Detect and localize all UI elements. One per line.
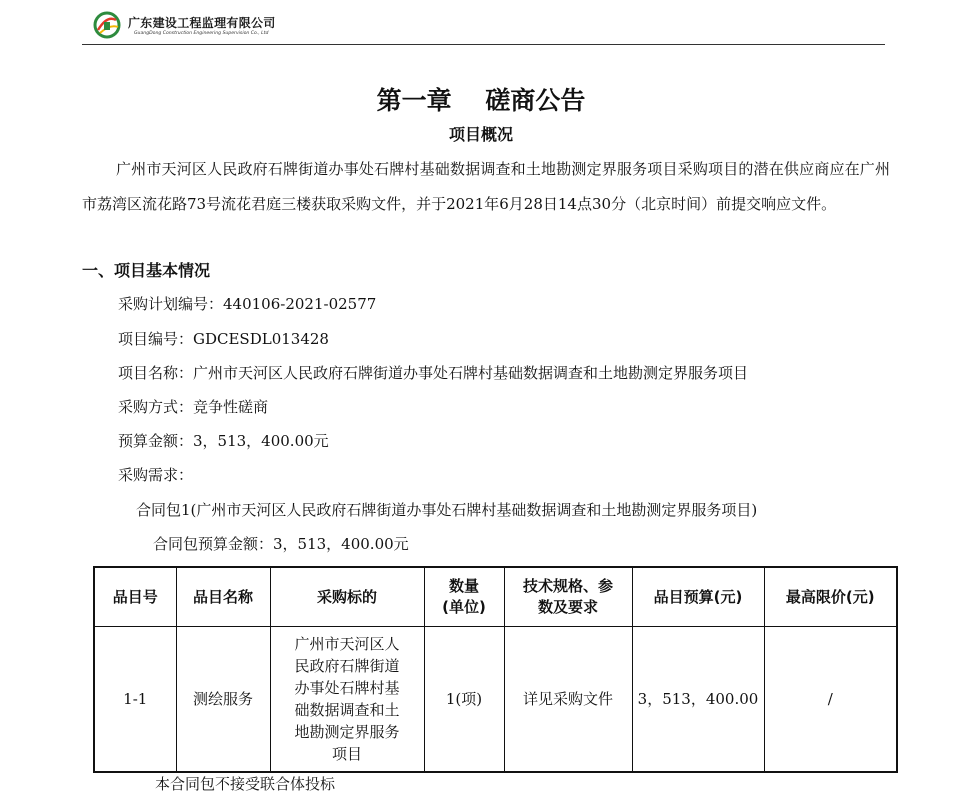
col-spec — [504, 567, 632, 627]
cell-item-no: 1-1 — [94, 627, 176, 773]
procurement-demand: 采购需求： — [118, 466, 194, 484]
subject-line: 办事处石牌村基 — [294, 679, 400, 697]
col-item-no: 品目号 — [94, 567, 176, 627]
contract-package: 合同包1(广州市天河区人民政府石牌街道办事处石牌村基础数据调查和土地勘测定界服务项目) — [136, 501, 758, 519]
cell-spec: 详见采购文件 — [504, 627, 632, 773]
col-spec-line1: 技术规格、参 — [522, 577, 613, 595]
col-quantity-line1: 数量 — [448, 577, 479, 595]
subject-line: 项目 — [331, 745, 362, 763]
cut-off-line: 本合同包不接受联合体投标 — [155, 775, 336, 793]
col-quantity — [424, 567, 504, 627]
subject-line: 地勘测定界服务 — [294, 723, 400, 741]
subject-line: 础数据调查和土 — [294, 701, 400, 719]
subject-line: 民政府石牌街道 — [294, 657, 400, 675]
col-spec-line2: 数及要求 — [537, 598, 598, 616]
col-subject: 采购标的 — [270, 567, 424, 627]
budget-amount: 预算金额：3，513，400.00元 — [118, 432, 329, 450]
cell-item-name: 测绘服务 — [176, 627, 270, 773]
cell-budget: 3，513，400.00 — [632, 627, 764, 773]
chapter-title: 第一章 磋商公告 — [376, 86, 586, 115]
col-item-name: 品目名称 — [176, 567, 270, 627]
cell-quantity: 1(项) — [424, 627, 504, 773]
col-budget: 品目预算(元) — [632, 567, 764, 627]
section-title: 项目概况 — [448, 125, 513, 144]
project-name: 项目名称：广州市天河区人民政府石牌街道办事处石牌村基础数据调查和土地勘测定界服务项目 — [118, 364, 749, 382]
company-name-en: GuangDong Construction Engineering Supervision Co., Ltd — [134, 31, 269, 36]
subject-line: 广州市天河区人 — [294, 635, 400, 653]
company-logo-icon — [92, 10, 122, 40]
procurement-table — [93, 566, 898, 773]
project-number: 项目编号：GDCESDL013428 — [118, 330, 329, 348]
package-budget: 合同包预算金额：3，513，400.00元 — [153, 535, 409, 553]
basic-info-heading: 一、项目基本情况 — [82, 261, 211, 280]
cell-max-price: / — [764, 627, 897, 773]
col-quantity-line2: (单位) — [442, 598, 486, 616]
table-header-row — [94, 567, 897, 627]
overview-paragraph: 广州市天河区人民政府石牌街道办事处石牌村基础数据调查和土地勘测定界服务项目采购项目的潜在供应商应在广州市荔湾区流花路73号流花君庭三楼获取采购文件，并于2021年6月28日14点30分（北京时间）前提交响应文件。 — [82, 160, 890, 213]
procurement-method: 采购方式：竞争性磋商 — [118, 398, 269, 416]
plan-number: 采购计划编号：440106-2021-02577 — [118, 295, 377, 313]
col-max-price: 最高限价(元) — [764, 567, 897, 627]
page-header — [82, 6, 885, 45]
company-name-cn: 广东建设工程监理有限公司 — [128, 16, 276, 30]
table-row — [94, 627, 897, 773]
cell-subject — [270, 627, 424, 773]
